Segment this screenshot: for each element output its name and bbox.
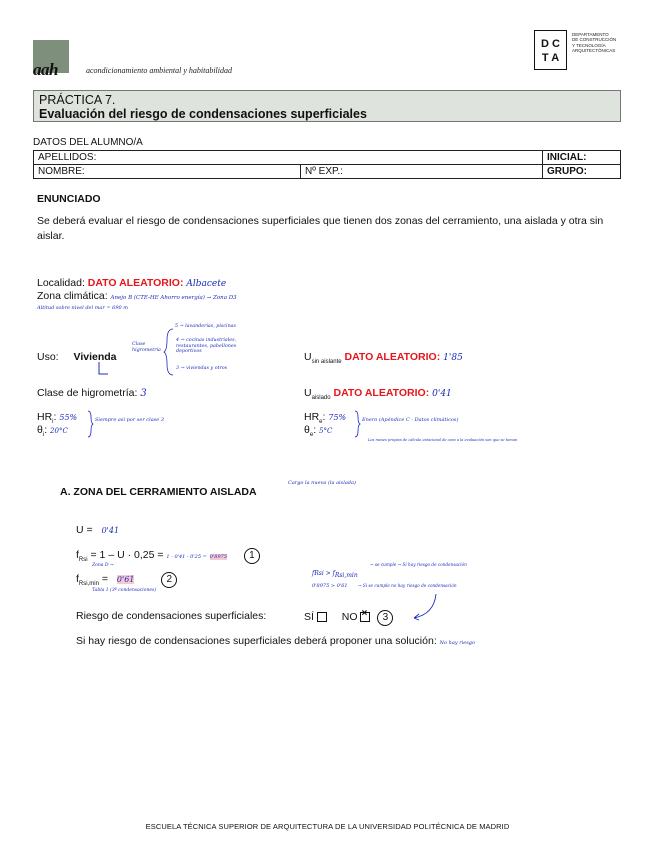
- frsimin-note-bottom: Tabla 1 (3º condensaciones): [92, 588, 157, 593]
- dcta-line-1: D C: [541, 38, 560, 50]
- footer: ESCUELA TÉCNICA SUPERIOR DE ARQUITECTURA DE LA UNIVERSIDAD POLITÉCNICA DE MADRID: [145, 822, 510, 831]
- solucion-value[interactable]: No hay riesgo: [439, 640, 475, 646]
- nexp-label: Nº EXP.:: [305, 166, 343, 177]
- the-label: θ: [304, 424, 310, 436]
- u-sin-value[interactable]: 1'85: [443, 353, 463, 363]
- student-table: [33, 150, 621, 179]
- hri-label: HR: [37, 411, 53, 423]
- the-sub: e: [309, 432, 314, 439]
- enunciado-text: Se deberá evaluar el riesgo de condensaciones superficiales que tienen dos zonas del cerramiento, una aislada y otra sin aislar.: [37, 215, 604, 242]
- hre-row: $HR_e$: 75%: [304, 411, 347, 426]
- department-line: DE CONSTRUCCIÓN: [572, 37, 617, 43]
- grupo-cell[interactable]: [542, 165, 620, 179]
- practice-title: Evaluación del riesgo de condensaciones superficiales: [39, 107, 367, 121]
- frsimin-eq: =: [98, 573, 108, 585]
- u-row: [76, 524, 119, 536]
- department-line: Y TECNOLOGÍA: [572, 42, 606, 48]
- riesgo-label: Riesgo de condensaciones superficiales:: [76, 610, 267, 622]
- no-checkbox[interactable]: [360, 612, 370, 622]
- frsi-calc: 1 - 0'41 · 0'25 =: [166, 554, 207, 560]
- frsi-result[interactable]: 0'8975: [209, 554, 228, 560]
- comparison-note-2: → Si se cumple no hay riesgo de condensación: [358, 583, 457, 588]
- localidad-row: [37, 277, 226, 289]
- solucion-label: Si hay riesgo de condensaciones superficiales deberá proponer una solución:: [76, 635, 437, 647]
- comparison-note-1: → se cumple → Si hay riesgo de condensación: [370, 562, 467, 567]
- riesgo-row: [76, 610, 266, 622]
- frsi-formula: = 1 – U · 0,25 =: [87, 549, 167, 561]
- frsi-label: f: [76, 549, 79, 561]
- arrow-down-icon: [96, 362, 110, 378]
- nexp-cell[interactable]: [301, 165, 543, 179]
- section-a-title: A. ZONA DEL CERRAMIENTO AISLADA: [60, 486, 257, 498]
- department-name: [572, 32, 642, 54]
- logo-text: aah: [33, 60, 58, 79]
- grupo-label: GRUPO:: [546, 166, 587, 177]
- apellidos-cell[interactable]: [34, 151, 543, 165]
- si-label: SÍ: [304, 611, 314, 623]
- step-3-circle: 3: [377, 610, 393, 626]
- u-sin-aislante-row: [304, 351, 463, 365]
- frsimin-label: f: [76, 573, 79, 585]
- step-2-circle: 2: [161, 572, 177, 588]
- comp-sub: Rsi,min: [334, 572, 358, 580]
- uso-label: Uso:: [37, 351, 59, 363]
- hri-value[interactable]: 55%: [59, 413, 78, 422]
- clase-value[interactable]: 3: [140, 388, 147, 399]
- student-heading: DATOS DEL ALUMNO/A: [33, 137, 143, 148]
- inicial-cell[interactable]: [542, 151, 620, 165]
- title-box: [33, 90, 621, 122]
- zona-label: Zona climática:: [37, 290, 108, 302]
- u-aislado-label: U: [304, 387, 312, 399]
- thi-label: θ: [37, 424, 43, 436]
- practice-number: PRÁCTICA 7.: [39, 93, 116, 107]
- dcta-line-2: T A: [541, 52, 560, 64]
- higro-note-4: 4 → cocinas industriales, restaurantes, pabellones deportivos: [176, 338, 237, 354]
- hri-row: $HR_i$: 55%: [37, 411, 78, 426]
- hri-note: Siempre así por ser clase 3: [95, 417, 164, 423]
- zona-value[interactable]: Anejo B (CTE-HE Ahorro energía) → Zona D3: [110, 295, 237, 301]
- brace-icon: [163, 328, 175, 376]
- no-label: NO: [341, 611, 358, 623]
- higro-note-label: Clase higrometría: [132, 342, 161, 353]
- thi-row: $\theta_i$: 20°C: [37, 424, 68, 439]
- dato-aleatorio-label: DATO ALEATORIO:: [333, 387, 430, 399]
- u-aislado-value[interactable]: 0'41: [432, 389, 452, 399]
- u-sin-sub: sin aislante: [311, 359, 342, 366]
- department-line: DEPARTAMENTO: [572, 32, 609, 37]
- higro-note-3: 3 → viviendas y otros: [176, 366, 228, 371]
- u-aislado-sub: aislado: [311, 395, 331, 402]
- frsi-row: [76, 548, 260, 564]
- hre-sub: e: [319, 419, 323, 426]
- u-value[interactable]: 0'41: [101, 526, 120, 535]
- u-aislado-row: [304, 387, 452, 401]
- comp-f: f: [312, 570, 315, 577]
- hre-note-2: Los meses propios de cálculo estacional de cara a la evaluación son que se toman: [368, 438, 518, 442]
- comp-rest: Rsi > f: [314, 570, 335, 577]
- thi-sub: i: [42, 432, 45, 439]
- frsimin-note-top: Zona D →: [92, 563, 114, 568]
- comparison-line-2: 0'8975 > 0'61: [312, 583, 348, 589]
- the-value[interactable]: 5°C: [319, 427, 333, 435]
- hre-label: HR: [304, 411, 320, 423]
- localidad-value[interactable]: Albacete: [186, 279, 227, 289]
- enunciado-heading: ENUNCIADO: [37, 193, 101, 205]
- logo-subtitle: acondicionamiento ambiental y habitabilidad: [86, 66, 232, 75]
- u-label: U =: [76, 524, 93, 536]
- u-sin-label: U: [304, 351, 312, 363]
- hri-sub: i: [52, 419, 54, 426]
- uso-value: Vivienda: [73, 351, 117, 363]
- thi-value[interactable]: 20°C: [50, 427, 68, 435]
- clase-label: Clase de higrometría:: [37, 387, 138, 399]
- comparison-line-1: [312, 570, 358, 579]
- brace-icon: [353, 410, 361, 438]
- dato-aleatorio-label: DATO ALEATORIO:: [344, 351, 441, 363]
- dcta-logo: [534, 30, 567, 70]
- the-row: $\theta_e$: 5°C: [304, 424, 333, 439]
- frsimin-row: [76, 572, 177, 588]
- step-1-circle: 1: [244, 548, 260, 564]
- frsimin-value[interactable]: 0'61: [116, 575, 135, 584]
- nombre-label: NOMBRE:: [38, 166, 85, 177]
- si-checkbox[interactable]: [317, 612, 327, 622]
- localidad-label: Localidad:: [37, 277, 85, 289]
- frsi-sub: Rsi: [78, 557, 88, 564]
- table-row: [34, 165, 621, 179]
- dato-aleatorio-label: DATO ALEATORIO:: [87, 277, 184, 289]
- solucion-row: [76, 635, 475, 647]
- hre-note: Enero (Apéndice C - Datos climáticos): [362, 417, 459, 423]
- nombre-cell[interactable]: [34, 165, 301, 179]
- clase-row: [37, 387, 147, 399]
- zona-row: [37, 290, 237, 302]
- table-row: [34, 151, 621, 165]
- zona-note: Altitud sobre nivel del mar = 690 m: [37, 305, 129, 311]
- section-a-note: Cargo la nueva (la aislada): [288, 480, 356, 486]
- riesgo-options: [304, 610, 393, 626]
- department-line: ARQUITECTÓNICAS: [572, 48, 616, 54]
- higro-note-5: 5 → lavanderías, piscinas: [175, 324, 236, 329]
- inicial-label: INICIAL:: [546, 152, 587, 163]
- hre-value[interactable]: 75%: [328, 413, 347, 422]
- apellidos-label: APELLIDOS:: [38, 152, 97, 163]
- brace-icon: [86, 410, 94, 438]
- curved-arrow-icon: [410, 592, 440, 622]
- frsimin-sub: Rsi,min: [78, 581, 99, 588]
